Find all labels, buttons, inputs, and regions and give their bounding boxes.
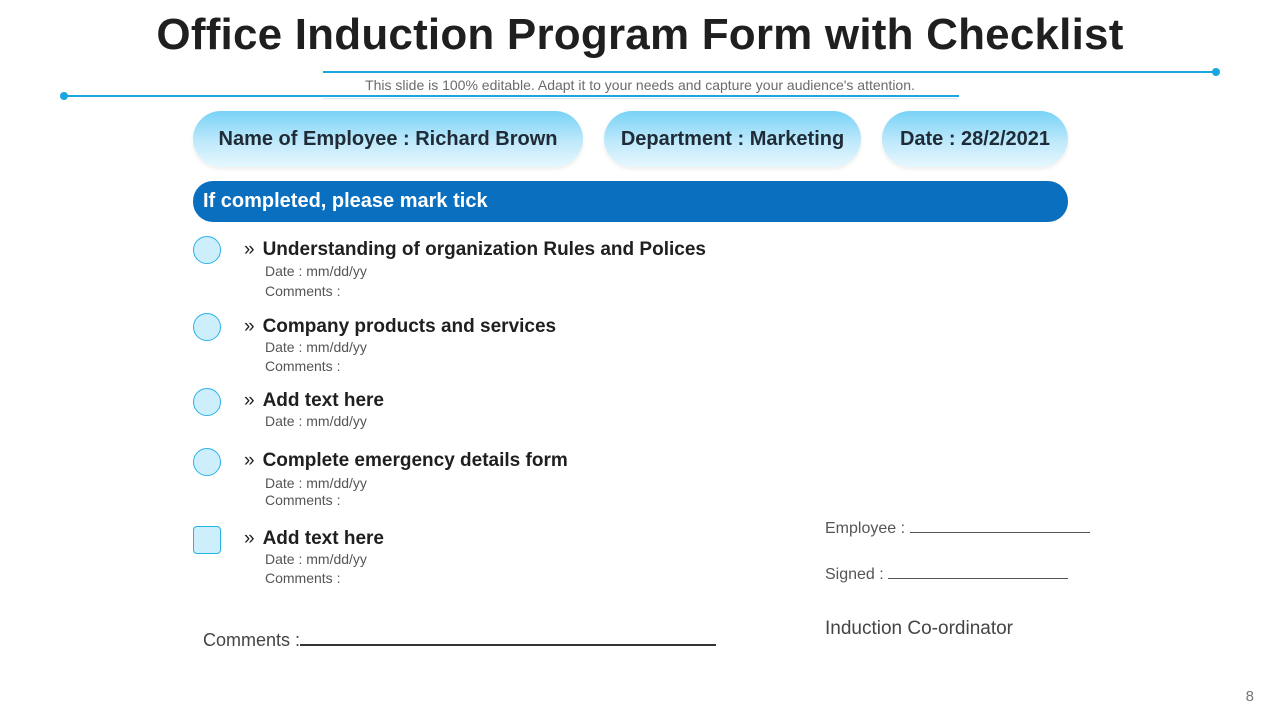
department-field: Department : Marketing	[604, 111, 861, 167]
bullet-icon: »	[244, 316, 255, 337]
checklist-item-title	[244, 390, 384, 412]
checkbox-item-2[interactable]	[193, 313, 221, 341]
employee-name-field: Name of Employee : Richard Brown	[193, 111, 583, 167]
bullet-icon: »	[244, 390, 255, 411]
checkbox-item-1[interactable]	[193, 236, 221, 264]
signed-field[interactable]	[888, 564, 1068, 579]
checklist-item-title	[244, 316, 556, 338]
bullet-icon: »	[244, 239, 255, 260]
item-title-text: Company products and services	[262, 316, 557, 337]
bullet-icon: »	[244, 450, 255, 471]
checklist-item-title	[244, 239, 706, 261]
item-title-text: Understanding of organization Rules and Polices	[262, 239, 706, 260]
signed-label: Signed :	[825, 566, 884, 583]
bullet-icon: »	[244, 528, 255, 549]
item-comments: Comments :	[265, 358, 341, 374]
page-number: 8	[1245, 688, 1254, 705]
item-date: Date : mm/dd/yy	[265, 475, 367, 491]
item-title-text: Add text here	[262, 390, 384, 411]
subtitle-divider	[323, 98, 958, 99]
item-comments: Comments :	[265, 492, 341, 508]
footer-comments-field[interactable]	[300, 626, 716, 646]
item-date: Date : mm/dd/yy	[265, 339, 367, 355]
item-comments: Comments :	[265, 570, 341, 586]
page-title: Office Induction Program Form with Checklist	[156, 10, 1124, 59]
date-field: Date : 28/2/2021	[882, 111, 1068, 167]
employee-signature-field[interactable]	[910, 518, 1090, 533]
footer-comments-label: Comments :	[203, 630, 301, 650]
checkbox-item-4[interactable]	[193, 448, 221, 476]
item-date: Date : mm/dd/yy	[265, 263, 367, 279]
checkbox-item-3[interactable]	[193, 388, 221, 416]
decorative-line-lower	[64, 95, 959, 97]
induction-coordinator-label: Induction Co-ordinator	[825, 618, 1013, 639]
decorative-dot-right	[1212, 68, 1220, 76]
subtitle: This slide is 100% editable. Adapt it to your needs and capture your audience's attention.	[365, 77, 915, 93]
employee-signature-line	[825, 518, 1090, 538]
employee-signature-label: Employee :	[825, 520, 906, 537]
item-title-text: Complete emergency details form	[262, 450, 568, 471]
item-date: Date : mm/dd/yy	[265, 551, 367, 567]
checklist-item-title	[244, 450, 568, 472]
footer-comments-line	[203, 626, 716, 651]
checkbox-item-5[interactable]	[193, 526, 221, 554]
decorative-dot-left	[60, 92, 68, 100]
decorative-line-upper	[323, 71, 1216, 73]
item-title-text: Add text here	[262, 528, 384, 549]
checklist-item-title	[244, 528, 384, 550]
signed-line	[825, 564, 1068, 584]
instruction-banner: If completed, please mark tick	[193, 181, 1068, 222]
item-comments: Comments :	[265, 283, 341, 299]
item-date: Date : mm/dd/yy	[265, 413, 367, 429]
